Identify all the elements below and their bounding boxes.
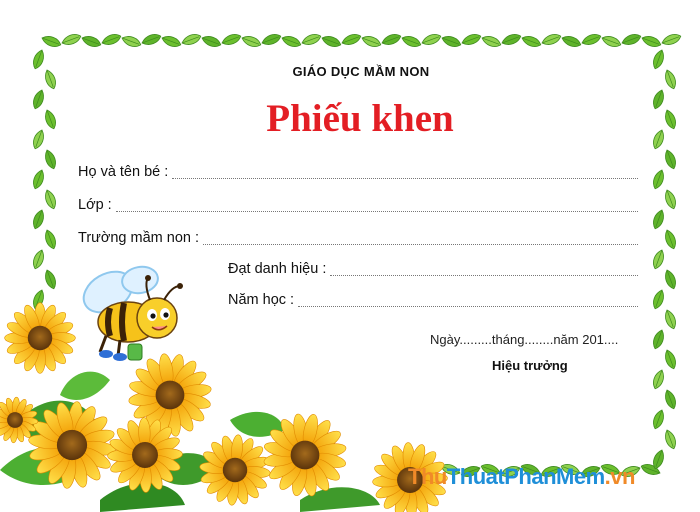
sunflower-icon <box>5 303 76 374</box>
certificate-title: Phiếu khen <box>266 97 454 140</box>
name-label: Họ và tên bé : <box>78 164 169 180</box>
certificate-header: GIÁO DỤC MẦM NON <box>292 64 430 79</box>
award-label: Đạt danh hiệu : <box>228 261 327 277</box>
school-label: Trường mầm non : <box>78 230 200 246</box>
watermark-part3: PhanMem <box>504 464 605 489</box>
date-line: Ngày.........tháng........năm 201.... <box>430 332 619 347</box>
class-label: Lớp : <box>78 197 112 213</box>
year-label: Năm học : <box>228 292 295 308</box>
watermark-part4: .vn <box>604 464 635 489</box>
sunflower-icon <box>199 434 270 505</box>
watermark-part2: Thuat <box>446 464 505 489</box>
sunflower-icon <box>107 417 182 492</box>
watermark <box>408 464 635 490</box>
watermark-part1: Thu <box>408 464 447 489</box>
bee-icon <box>76 263 183 361</box>
signature-label: Hiệu trưởng <box>492 358 568 373</box>
